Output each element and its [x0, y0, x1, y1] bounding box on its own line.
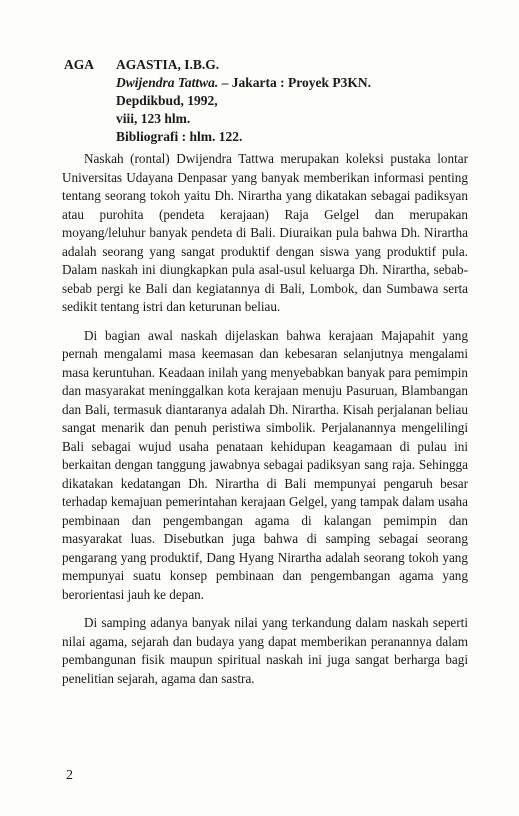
entry-pages: viii, 123 hlm.	[116, 111, 191, 126]
entry-publisher-year: Depdikbud, 1992,	[116, 93, 218, 108]
entry-heading	[64, 56, 371, 74]
entry-bibliography: Bibliografi : hlm. 122.	[116, 129, 243, 144]
bibliographic-entry	[64, 56, 371, 146]
paragraph: Naskah (rontal) Dwijendra Tattwa merupakan koleksi pustaka lontar Universitas Udayana Denpasar yang banyak memberikan informasi penting tentang seorang tokoh yaitu Dh. Nirartha yang dikatakan sebagai padiksyan atau purohita (pendeta kerajaan) Raja Gelgel dan merupakan moyang/leluhur banyak pendeta di Bali. Diuraikan pula bahwa Dh. Nirartha adalah seorang yang sangat produktif dengan siswa yang produktif pula. Dalam naskah ini diungkapkan pula asal-usul keluarga Dh. Nirartha, sebab-sebab pergi ke Bali dan kegiatannya di Bali, Lombok, dan Sumbawa serta sedikit tentang istri dan keturunan beliau.	[62, 151, 468, 314]
entry-code: AGA	[64, 57, 94, 72]
page-number: 2	[66, 768, 73, 783]
entry-title: Dwijendra Tattwa.	[116, 75, 219, 90]
abstract-body	[62, 150, 468, 698]
entry-title-line	[116, 74, 371, 92]
paragraph: Di bagian awal naskah dijelaskan bahwa kerajaan Majapahit yang pernah mengalami masa keemasan dan kebesaran selanjutnya mengalami masa keruntuhan. Keadaan inilah yang menyebabkan banyak para pemimpin dan masyarakat meninggalkan kota kerajaan menuju Pasuruan, Blambangan dan Bali, termasuk diantaranya adalah Dh. Nirartha. Kisah perjalanan beliau sangat menarik dan penuh peristiwa simbolik. Perjalanannya mengelilingi Bali sebagai wujud usaha penataan kehidupan keagamaan di pulau ini berkaitan dengan tanggung jawabnya sebagai padiksyan sang raja. Sehingga dikatakan kedatangan Dh. Nirartha di Bali mempunyai pengaruh besar terhadap kemajuan pemerintahan kerajaan Gelgel, yang tampak dalam usaha pembinaan dan pengembangan agama di kalangan pemimpin dan masyarakat luas. Disebutkan juga bahwa di samping sebagai seorang pengarang yang produktif, Dang Hyang Nirartha adalah seorang tokoh yang mempunyai suatu konsep pembinaan dan pengembangan agama yang berorientasi jauh ke depan.	[62, 327, 468, 602]
entry-details	[64, 74, 371, 146]
paragraph: Di samping adanya banyak nilai yang terkandung dalam naskah seperti nilai agama, sejarah dan budaya yang dapat memberikan peranannya dalam pembangunan fisik maupun spiritual naskah ini juga sangat berharga bagi penelitian sejarah, agama dan sastra.	[62, 615, 468, 686]
entry-author: AGASTIA, I.B.G.	[116, 57, 220, 72]
entry-publisher-place: – Jakarta : Proyek P3KN.	[218, 75, 372, 90]
